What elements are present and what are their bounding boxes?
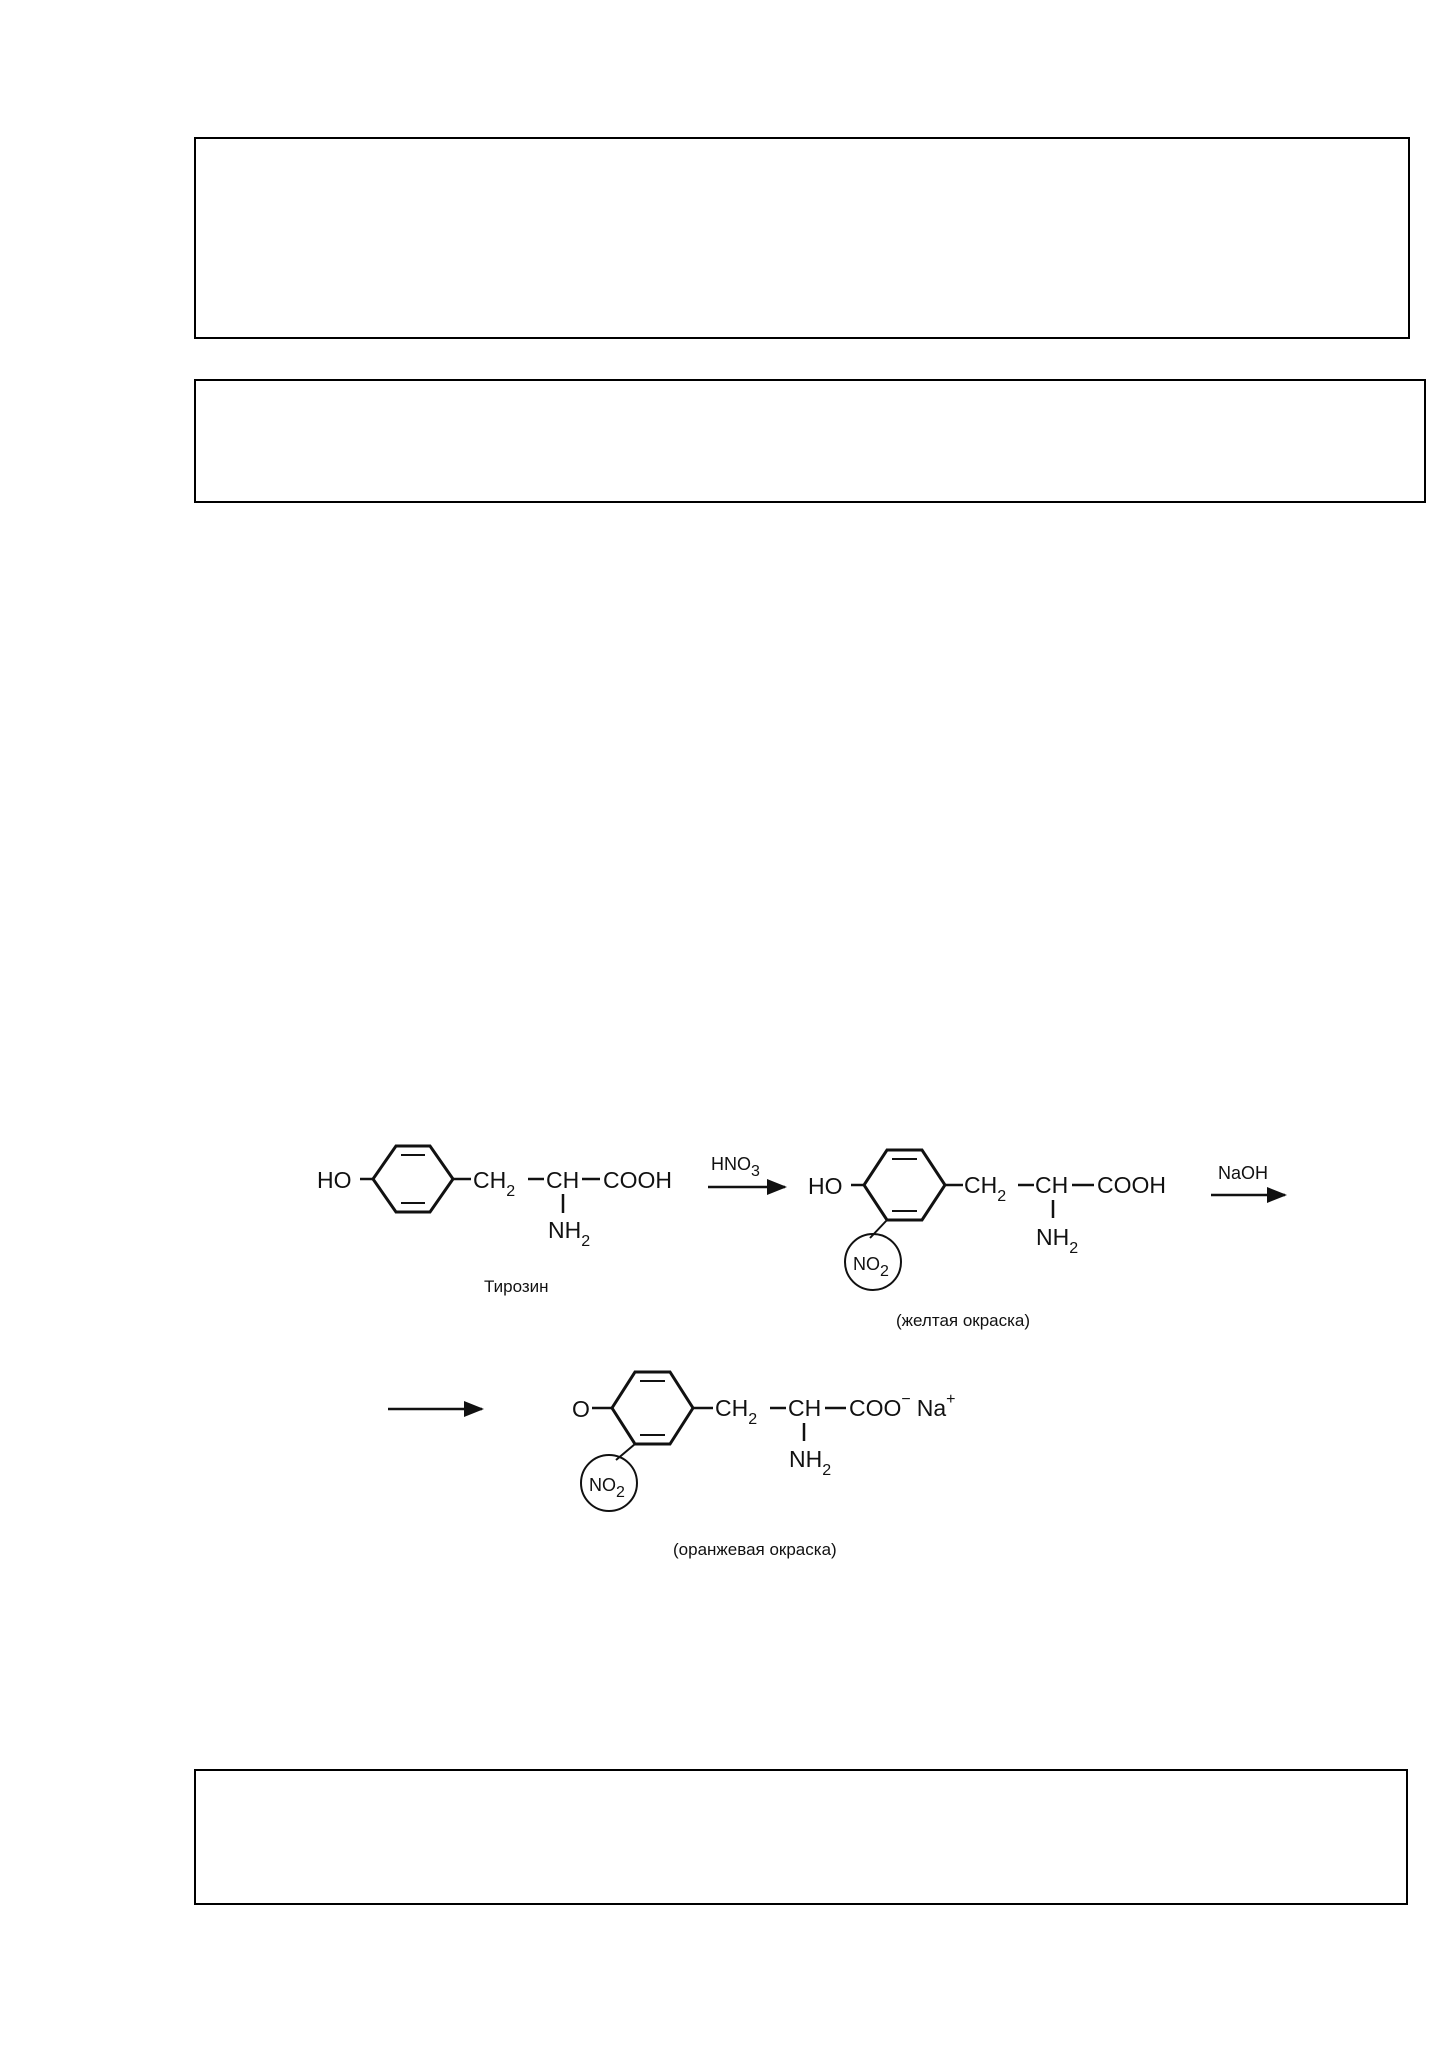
svg-text:CH xyxy=(788,1395,821,1421)
svg-text:CH2: $CH_2$ xyxy=(715,1395,758,1428)
salt-nh2: NH xyxy=(789,1446,823,1472)
svg-text:NH2: $NH_2$ xyxy=(548,1217,591,1250)
svg-text:NH2: $NH_2$ xyxy=(1036,1224,1079,1257)
svg-text:HO xyxy=(317,1167,352,1193)
benzene-ring-2 xyxy=(864,1150,945,1220)
svg-text:O xyxy=(572,1396,590,1422)
benzene-ring-3 xyxy=(612,1372,693,1444)
salt-o: O xyxy=(572,1396,590,1422)
svg-text:HO xyxy=(808,1173,843,1199)
svg-text:NO2: NO2 xyxy=(589,1475,625,1501)
salt-ch2: CH xyxy=(715,1395,749,1421)
answer-box-3[interactable] xyxy=(194,1769,1408,1905)
salt-coo: COO xyxy=(849,1395,902,1421)
salt-caption: (оранжевая окраска) xyxy=(673,1540,837,1559)
nitro-cooh: COOH xyxy=(1097,1172,1166,1198)
tyrosine-nh2: NH xyxy=(548,1217,582,1243)
nitrotyrosine-structure xyxy=(808,1150,1166,1330)
svg-text:CH2: $CH_2$ xyxy=(473,1167,516,1200)
svg-text:COOH xyxy=(1097,1172,1166,1198)
svg-text:CH2: $CH_2$ xyxy=(964,1172,1007,1205)
tyrosine-cooh: COOH xyxy=(603,1167,672,1193)
nitro-nh2: NH xyxy=(1036,1224,1070,1250)
tyrosine-structure xyxy=(317,1146,672,1296)
sodium-salt-structure xyxy=(572,1372,955,1559)
nitro-ch: CH xyxy=(1035,1172,1069,1198)
tyrosine-ho: HO xyxy=(317,1167,352,1193)
svg-text:NO2: NO2 xyxy=(853,1254,889,1280)
salt-ch: CH xyxy=(788,1395,822,1421)
reagent-naoh: NaOH xyxy=(1218,1163,1269,1183)
svg-text:COO−Na+: COO− Na+ xyxy=(849,1391,956,1421)
tyrosine-ch: CH xyxy=(546,1167,580,1193)
salt-no2: NO xyxy=(589,1475,616,1495)
nitro-no2: NO xyxy=(853,1254,880,1274)
svg-text:HNO3: HNO3 xyxy=(711,1154,760,1180)
nitro-ho: HO xyxy=(808,1173,843,1199)
nitro-ch2: CH xyxy=(964,1172,998,1198)
nitro-caption: (желтая окраска) xyxy=(896,1311,1031,1330)
arrow-hno3 xyxy=(708,1154,785,1187)
reagent-hno3: HNO xyxy=(711,1154,751,1174)
svg-text:CH xyxy=(1035,1172,1068,1198)
tyrosine-ch2: CH xyxy=(473,1167,507,1193)
svg-text:COOH xyxy=(603,1167,672,1193)
arrow-naoh xyxy=(1211,1163,1285,1195)
svg-text:CH xyxy=(546,1167,579,1193)
tyrosine-name: Тирозин xyxy=(484,1277,549,1296)
svg-text:NH2: $NH_2$ xyxy=(789,1446,832,1479)
